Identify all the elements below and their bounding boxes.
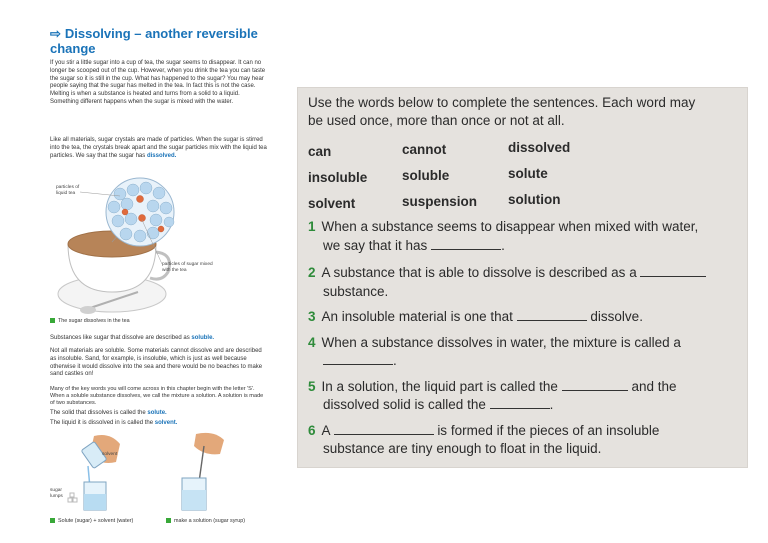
solvent-line: The liquid it is dissolved in is called the solvent. (50, 420, 178, 426)
question-6: 6 A is formed if the pieces of an insoluble (308, 423, 660, 438)
question-2: 2 A substance that is able to dissolve is described as a (308, 264, 706, 282)
worksheet-photo (297, 87, 748, 468)
answer-blank[interactable] (490, 397, 550, 409)
caption-tea: The sugar dissolves in the tea (50, 318, 130, 325)
answer-blank[interactable] (323, 353, 393, 365)
question-1: 1 When a substance seems to disappear when mixed with water, (308, 219, 699, 234)
label-liquid-tea: particles of liquid tea (56, 185, 80, 196)
keyword-soluble: soluble. (191, 335, 215, 341)
answer-blank[interactable] (334, 423, 434, 435)
insoluble-paragraph: Not all materials are soluble. Some materials cannot dissolve and are described as insoluble. Sand, for example, is insoluble, which is just as well because otherwise it would dissolve into the sea and there would be no beaches to make sand castles on! (50, 348, 263, 378)
question-3: 3 An insoluble material is one that dissolve. (308, 309, 643, 324)
soluble-paragraph: Substances like sugar that dissolve are described as soluble. (50, 335, 215, 341)
question-number: 6 (308, 423, 316, 438)
tea-cup-illustration (50, 184, 272, 319)
answer-blank[interactable] (431, 238, 501, 250)
word-dissolved: dissolved (508, 140, 571, 155)
word-cannot: cannot (402, 142, 447, 157)
word-suspension: suspension (402, 194, 478, 209)
instruction-line-1: Use the words below to complete the sentences. Each word may (308, 95, 696, 110)
word-solute: solute (508, 166, 548, 181)
caption-solute-solvent: Solute (sugar) + solvent (water) (50, 518, 133, 525)
question-5: 5 In a solution, the liquid part is called the and the (308, 379, 677, 394)
word-solution: solution (508, 192, 561, 207)
arrow-right-icon: ⇨ (50, 26, 61, 41)
label-solvent: solvent (102, 452, 118, 457)
answer-blank[interactable] (640, 265, 706, 277)
section-title: ⇨ Dissolving – another reversible change (50, 26, 258, 56)
question-5-line-2: dissolved solid is called the . (323, 397, 554, 412)
keyword-solvent: solvent. (154, 420, 178, 426)
caption-bullet-icon (50, 318, 55, 323)
pouring-illustration (60, 432, 150, 514)
word-soluble: soluble (402, 168, 450, 183)
word-solvent: solvent (308, 196, 356, 211)
textbook-page (50, 22, 272, 532)
keyword-dissolved: dissolved. (146, 152, 177, 159)
caption-solution: make a solution (sugar syrup) (166, 518, 245, 525)
label-sugar-lumps: sugar lumps (50, 488, 63, 499)
caption-bullet-icon (50, 518, 55, 523)
stirring-illustration (166, 432, 246, 514)
intro-paragraph: If you stir a little sugar into a cup of tea, the sugar seems to disappear. It can no longer be scooped out of the cup. However, when you drink the tea you can taste the sugar so it is still in the cup. What has happened to the sugar? You may hear people saying that the sugar has melted in the tea. In fact this is not the case. Melting is when a substance is heated and turns from a solid to a liquid. Something different happens when the sugar is mixed with the water. (50, 60, 266, 105)
question-2-line-2: substance. (323, 284, 389, 299)
question-number: 3 (308, 309, 316, 324)
key-words-paragraph: Many of the key words you will come across in this chapter begin with the letter 'S'. When a soluble substance dissolves, we call the mixture a solution. A solution is made of two substances. (50, 386, 264, 406)
question-1-line-2: we say that it has . (323, 238, 505, 253)
keyword-solute: solute. (147, 410, 167, 416)
solute-line: The solid that dissolves is called the solute. (50, 410, 167, 416)
caption-bullet-icon (166, 518, 171, 523)
instruction-line-2: be used once, more than once or not at all. (308, 113, 565, 128)
question-number: 1 (308, 219, 316, 234)
label-sugar-particles: particles of sugar mixed with the tea (162, 262, 213, 273)
word-can: can (308, 144, 332, 159)
question-4: 4 When a substance dissolves in water, the mixture is called a (308, 335, 681, 350)
question-number: 4 (308, 335, 316, 350)
question-6-line-2: substance are tiny enough to float in the liquid. (323, 441, 602, 456)
question-4-line-2: . (323, 352, 397, 370)
answer-blank[interactable] (562, 379, 628, 391)
word-insoluble: insoluble (308, 170, 368, 185)
particles-paragraph: Like all materials, sugar crystals are made of particles. When the sugar is stirred into the tea, the crystals break apart and the sugar particles mix with the liquid tea particles. We say that the sugar has dissolved. (50, 137, 267, 159)
answer-blank[interactable] (517, 309, 587, 321)
question-number: 2 (308, 265, 316, 280)
question-number: 5 (308, 379, 316, 394)
